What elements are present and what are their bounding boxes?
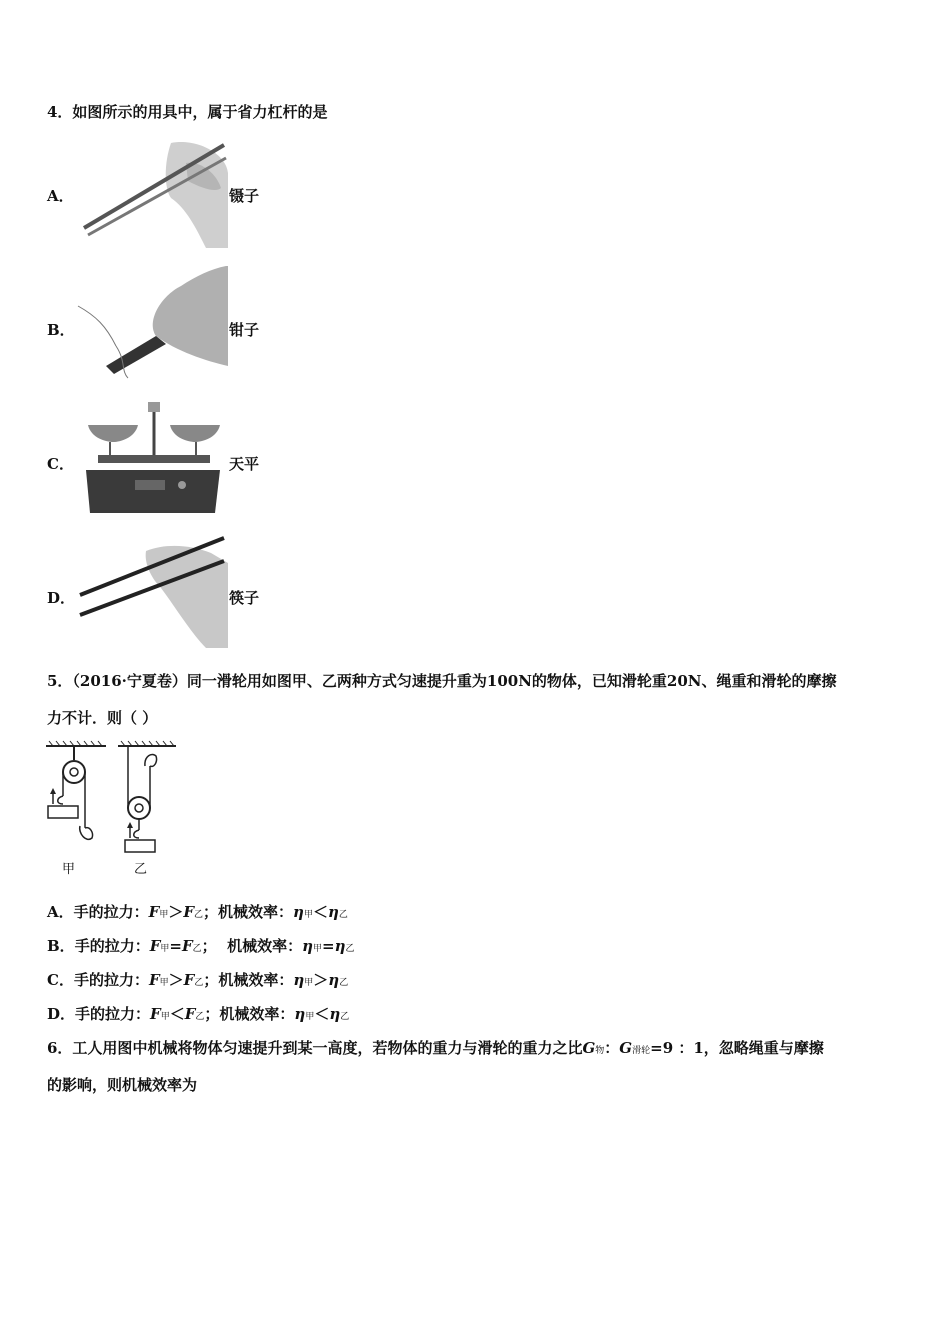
balance-scale-icon bbox=[80, 400, 226, 515]
symbol-f: F bbox=[148, 971, 160, 989]
option-letter: A． bbox=[47, 903, 74, 921]
option-mid: ；机械效率： bbox=[203, 903, 294, 921]
option-prefix: 手的拉力： bbox=[73, 971, 149, 989]
symbol-eta: η bbox=[329, 1005, 341, 1023]
q5-stem-line2: 力不计．则（ ） bbox=[47, 709, 158, 727]
q4-stem: 4．如图所示的用具中，属于省力杠杆的是 bbox=[47, 103, 328, 121]
option-mid: ； 机械效率： bbox=[201, 937, 303, 955]
symbol-g: G bbox=[582, 1039, 596, 1057]
operator: ＞ bbox=[168, 971, 184, 989]
option-mid: ；机械效率： bbox=[203, 971, 294, 989]
subscript: 甲 bbox=[312, 944, 322, 954]
figure-label-yi: 乙 bbox=[134, 862, 148, 877]
q4-option-c-letter: C． bbox=[47, 455, 74, 473]
subscript: 乙 bbox=[338, 910, 348, 920]
option-letter: B． bbox=[47, 937, 75, 955]
symbol-eta: η bbox=[334, 937, 346, 955]
option-prefix: 手的拉力： bbox=[73, 903, 149, 921]
symbol-eta: η bbox=[293, 903, 304, 921]
q4-option-b-letter: B． bbox=[47, 321, 75, 339]
q6-part1: 6．工人用图中机械将物体匀速提升到某一高度，若物体的重力与滑轮的重力之比 bbox=[47, 1039, 583, 1057]
q6-line2: 的影响，则机械效率为 bbox=[47, 1076, 198, 1094]
subscript: 甲 bbox=[159, 978, 169, 988]
symbol-g: G bbox=[619, 1039, 633, 1057]
subscript: 甲 bbox=[159, 910, 169, 920]
pliers-icon bbox=[76, 266, 228, 381]
q6-line1 bbox=[47, 1038, 824, 1061]
subscript: 甲 bbox=[160, 944, 170, 954]
operator: ＜ bbox=[314, 1005, 330, 1023]
symbol-eta: η bbox=[302, 937, 313, 955]
tweezers-icon bbox=[76, 133, 228, 248]
symbol-eta: η bbox=[327, 903, 339, 921]
symbol-f: F bbox=[183, 971, 195, 989]
subscript: 甲 bbox=[305, 1012, 315, 1022]
option-prefix: 手的拉力： bbox=[75, 1005, 151, 1023]
symbol-f: F bbox=[150, 1005, 161, 1023]
subscript: 甲 bbox=[304, 978, 314, 988]
symbol-f: F bbox=[149, 937, 161, 955]
subscript: 乙 bbox=[192, 944, 202, 954]
q4-option-a-label: 镊子 bbox=[229, 187, 260, 205]
subscript: 甲 bbox=[160, 1012, 170, 1022]
subscript: 乙 bbox=[194, 910, 204, 920]
figure-label-jia: 甲 bbox=[62, 862, 76, 877]
q6-part2: ，忽略绳重与摩擦 bbox=[703, 1039, 824, 1057]
option-prefix: 手的拉力： bbox=[74, 937, 150, 955]
q4-option-c-label: 天平 bbox=[229, 455, 260, 473]
symbol-f: F bbox=[183, 903, 194, 921]
chopsticks-icon bbox=[76, 533, 228, 648]
symbol-f: F bbox=[184, 1005, 196, 1023]
q4-option-b-label: 钳子 bbox=[229, 321, 260, 339]
q4-option-a-letter: A． bbox=[47, 187, 74, 205]
subscript: 物 bbox=[595, 1046, 605, 1056]
q5-option-d bbox=[47, 1004, 349, 1027]
symbol-f: F bbox=[181, 937, 193, 955]
subscript: 乙 bbox=[340, 1012, 350, 1022]
operator: = bbox=[322, 937, 335, 955]
operator: ＞ bbox=[168, 903, 184, 921]
q4-option-d-letter: D． bbox=[47, 589, 76, 607]
subscript: 滑轮 bbox=[632, 1046, 651, 1056]
operator: ＞ bbox=[313, 971, 329, 989]
colon: ： bbox=[604, 1039, 620, 1057]
subscript: 乙 bbox=[194, 978, 204, 988]
q5-option-a bbox=[47, 902, 348, 925]
symbol-eta: η bbox=[328, 971, 340, 989]
subscript: 乙 bbox=[339, 978, 349, 988]
option-letter: C． bbox=[47, 971, 74, 989]
symbol-f: F bbox=[148, 903, 160, 921]
subscript: 乙 bbox=[195, 1012, 205, 1022]
symbol-eta: η bbox=[294, 1005, 306, 1023]
operator: ＜ bbox=[312, 903, 328, 921]
subscript: 乙 bbox=[345, 944, 355, 954]
q5-option-b bbox=[47, 936, 355, 959]
subscript: 甲 bbox=[303, 910, 313, 920]
q4-option-d-label: 筷子 bbox=[229, 589, 260, 607]
operator: ＜ bbox=[169, 1005, 185, 1023]
operator: = bbox=[169, 937, 182, 955]
ratio: =9 ：1 bbox=[650, 1039, 704, 1057]
option-letter: D． bbox=[47, 1005, 76, 1023]
symbol-eta: η bbox=[293, 971, 305, 989]
q5-stem-line1: 5．（2016·宁夏卷）同一滑轮用如图甲、乙两种方式匀速提升重为100N的物体，已知滑轮重20N、绳重和滑轮的摩擦 bbox=[47, 672, 837, 690]
option-mid: ；机械效率： bbox=[204, 1005, 295, 1023]
q5-option-c bbox=[47, 970, 348, 993]
